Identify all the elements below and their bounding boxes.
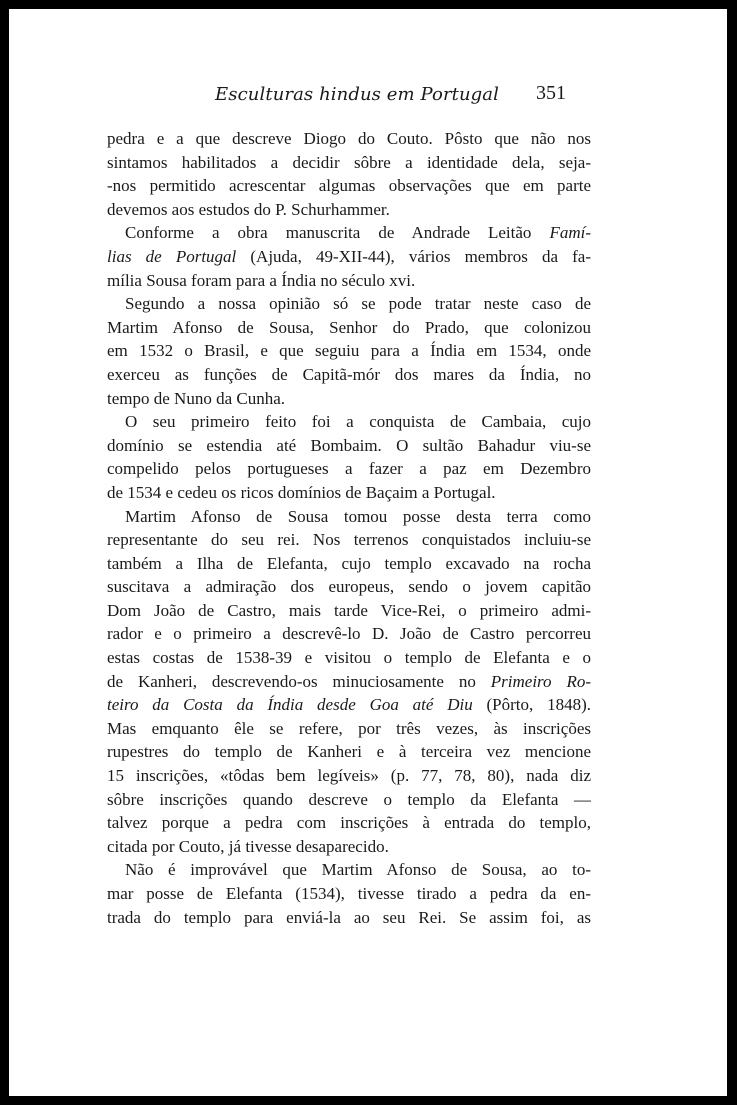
italic-title: Primeiro Ro- xyxy=(490,671,591,691)
text-line: Martim Afonso de Sousa, Senhor do Prado, que colonizou xyxy=(107,317,591,337)
text-line: devemos aos estudos do P. Schurhammer. xyxy=(107,199,390,219)
text-line: citada por Couto, já tivesse desaparecido. xyxy=(107,836,389,856)
text-line: Mas emquanto êle se refere, por três vezes, às inscrições xyxy=(107,718,591,738)
italic-title: lias de Portugal xyxy=(107,246,237,266)
text-line: trada do templo para enviá-la ao seu Rei. Se assim foi, as xyxy=(107,907,591,927)
text-line: teiro da Costa da Índia desde Goa até Diu (Pôrto, 1848). xyxy=(107,695,591,715)
text-line: pedra e a que descreve Diogo do Couto. Pôsto que não nos xyxy=(107,129,591,148)
text-line: Segundo a nossa opinião só se pode tratar neste caso de xyxy=(125,294,591,314)
text-line: de 1534 e cedeu os ricos domínios de Baçaim a Portugal. xyxy=(107,482,496,502)
text-line: Conforme a obra manuscrita de Andrade Leitão Famí- xyxy=(125,223,591,243)
running-title: Esculturas hindus em Portugal xyxy=(215,84,499,105)
text-line: em 1532 o Brasil, e que seguiu para a Índia em 1534, onde xyxy=(107,341,591,361)
italic-title: Famí- xyxy=(549,223,591,243)
text-line: também a Ilha de Elefanta, cujo templo excavado na rocha xyxy=(107,553,591,573)
text-line: exerceu as funções de Capitã-mór dos mares da Índia, no xyxy=(107,364,591,384)
body-text xyxy=(107,127,591,929)
text-line: sintamos habilitados a decidir sôbre a identidade dela, seja- xyxy=(107,152,591,172)
text-line: mília Sousa foram para a Índia no século xvi. xyxy=(107,270,416,290)
text-line: rupestres do templo de Kanheri e à terceira vez mencione xyxy=(107,742,591,762)
text-line: Não é improvável que Martim Afonso de Sousa, ao to- xyxy=(125,860,591,880)
text-line: de Kanheri, descrevendo-os minuciosamente no Primeiro Ro- xyxy=(107,671,591,691)
text-line: Martim Afonso de Sousa tomou posse desta terra como xyxy=(125,506,591,526)
text-line: 15 inscrições, «tôdas bem legíveis» (p. 77, 78, 80), nada diz xyxy=(107,766,591,786)
book-page xyxy=(9,9,727,1096)
text-line: suscitava a admiração dos europeus, sendo o jovem capitão xyxy=(107,577,591,597)
text-line: representante do seu rei. Nos terrenos conquistados incluiu-se xyxy=(107,530,591,550)
text-line: O seu primeiro feito foi a conquista de Cambaia, cujo xyxy=(125,412,591,432)
text-line: compelido pelos portugueses a fazer a paz em Dezembro xyxy=(107,459,591,479)
text-line: domínio se estendia até Bombaim. O sultão Bahadur viu-se xyxy=(107,435,591,455)
text-line: estas costas de 1538-39 e visitou o templo de Elefanta e o xyxy=(107,648,591,668)
text-line: -nos permitido acrescentar algumas observações que em parte xyxy=(107,176,591,196)
text-line: tempo de Nuno da Cunha. xyxy=(107,388,285,408)
text-line: Dom João de Castro, mais tarde Vice-Rei, o primeiro admi- xyxy=(107,600,591,620)
italic-title: teiro da Costa da Índia desde Goa até Diu xyxy=(107,695,473,715)
text-line: mar posse de Elefanta (1534), tivesse tirado a pedra da en- xyxy=(107,884,591,903)
text-line: rador e o primeiro a descrevê-lo D. João de Castro percorreu xyxy=(107,624,591,644)
text-line: lias de Portugal (Ajuda, 49-XII-44), vários membros da fa- xyxy=(107,246,591,266)
page-number: 351 xyxy=(536,82,566,104)
text-line: sôbre inscrições quando descreve o templo da Elefanta — xyxy=(107,789,591,809)
text-line: talvez porque a pedra com inscrições à entrada do templo, xyxy=(107,813,591,833)
